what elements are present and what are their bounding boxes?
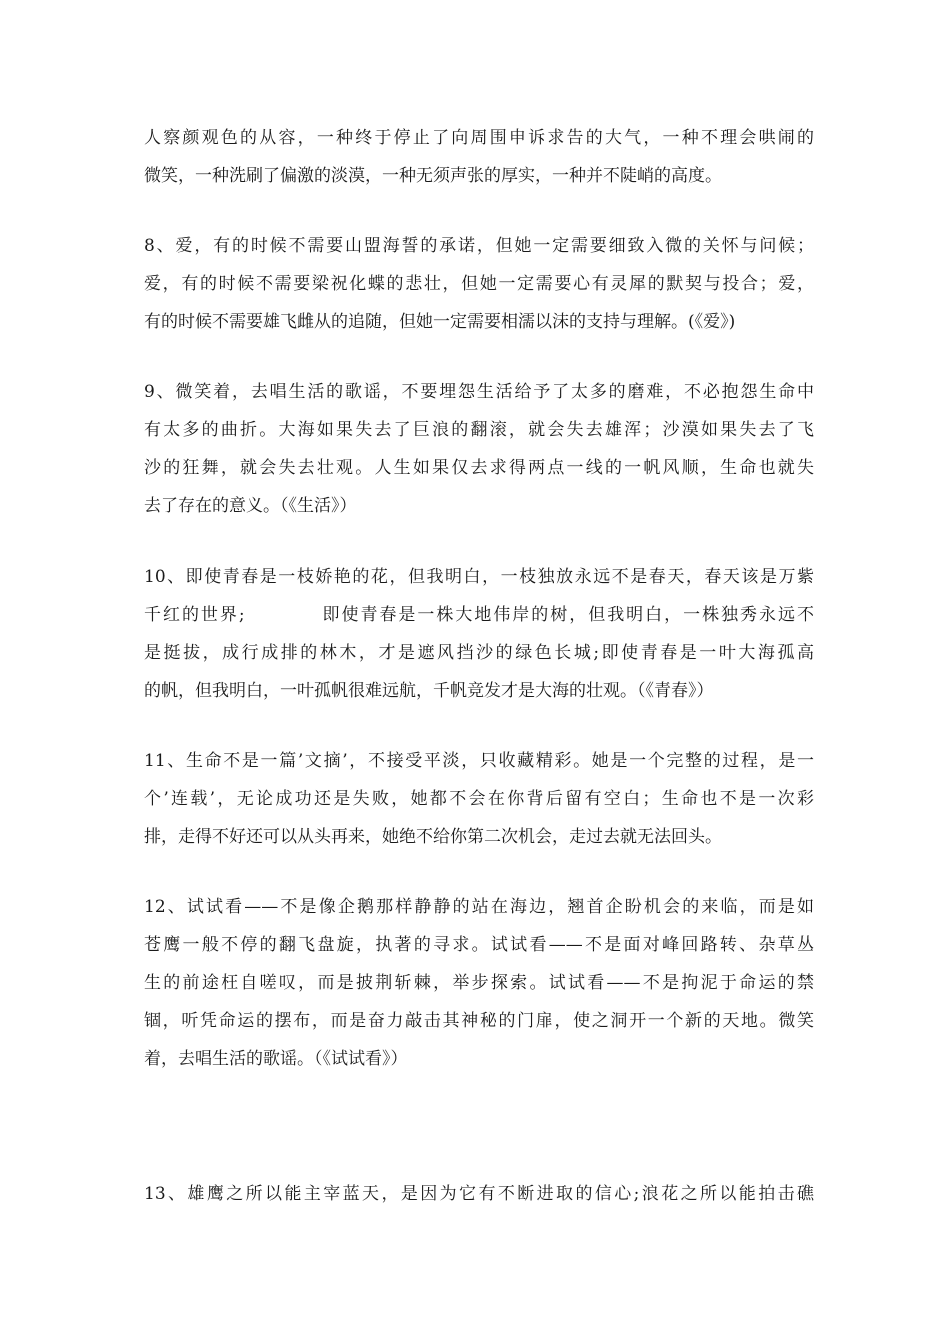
paragraph-9-line-4: 去了存在的意义。（《生活》） xyxy=(144,496,357,516)
paragraph-9-line-3: 沙的狂舞，就会失去壮观。人生如果仅去求得两点一线的一帆风顺，生命也就失 xyxy=(144,458,814,478)
paragraph-10-line-2: 千红的世界; 即使青春是一株大地伟岸的树，但我明白，一株独秀永远不 xyxy=(144,605,814,625)
paragraph-11-line-1: 11、生命不是一篇’文摘’，不接受平淡，只收藏精彩。她是一个完整的过程，是一 xyxy=(144,751,814,771)
paragraph-10-line-3: 是挺拔，成行成排的林木，才是遮风挡沙的绿色长城;即使青春是一叶大海孤高 xyxy=(144,643,814,663)
paragraph-12-line-5: 着，去唱生活的歌谣。（《试试看》） xyxy=(144,1049,408,1069)
paragraph-7-line-2: 微笑，一种洗刷了偏激的淡漠，一种无须声张的厚实，一种并不陡峭的高度。 xyxy=(144,166,722,186)
paragraph-8-line-3: 有的时候不需要雄飞雌从的追随，但她一定需要相濡以沫的支持与理解。(《爱》) xyxy=(144,312,736,332)
paragraph-10-line-1: 10、即使青春是一枝娇艳的花，但我明白，一枝独放永远不是春天，春天该是万紫 xyxy=(144,567,814,587)
paragraph-11-line-3: 排，走得不好还可以从头再来，她绝不给你第二次机会，走过去就无法回头。 xyxy=(144,827,722,847)
paragraph-8-line-2: 爱，有的时候不需要梁祝化蝶的悲壮，但她一定需要心有灵犀的默契与投合；爱， xyxy=(144,274,814,294)
paragraph-12-line-2: 苍鹰一般不停的翻飞盘旋，执著的寻求。试试看——不是面对峰回路转、杂草丛 xyxy=(144,935,814,955)
paragraph-13-line-1: 13、雄鹰之所以能主宰蓝天，是因为它有不断进取的信心;浪花之所以能拍击礁 xyxy=(144,1184,814,1204)
paragraph-11-line-2: 个’连载’，无论成功还是失败，她都不会在你背后留有空白；生命也不是一次彩 xyxy=(144,789,814,809)
paragraph-12-line-4: 锢，听凭命运的摆布，而是奋力敲击其神秘的门扉，使之洞开一个新的天地。微笑 xyxy=(144,1011,814,1031)
paragraph-9-line-2: 有太多的曲折。大海如果失去了巨浪的翻滚，就会失去雄浑；沙漠如果失去了飞 xyxy=(144,420,814,440)
paragraph-10-line-4: 的帆，但我明白，一叶孤帆很难远航，千帆竞发才是大海的壮观。（《青春》） xyxy=(144,681,714,701)
paragraph-12-line-1: 12、试试看——不是像企鹅那样静静的站在海边，翘首企盼机会的来临，而是如 xyxy=(144,897,814,917)
paragraph-9-line-1: 9、微笑着，去唱生活的歌谣，不要埋怨生活给予了太多的磨难，不必抱怨生命中 xyxy=(144,382,814,402)
paragraph-7-line-1: 人察颜观色的从容，一种终于停止了向周围申诉求告的大气，一种不理会哄闹的 xyxy=(144,128,814,148)
paragraph-8-line-1: 8、爱，有的时候不需要山盟海誓的承诺，但她一定需要细致入微的关怀与问候； xyxy=(144,236,814,256)
paragraph-12-line-3: 生的前途枉自嗟叹，而是披荆斩棘，举步探索。试试看——不是拘泥于命运的禁 xyxy=(144,973,814,993)
